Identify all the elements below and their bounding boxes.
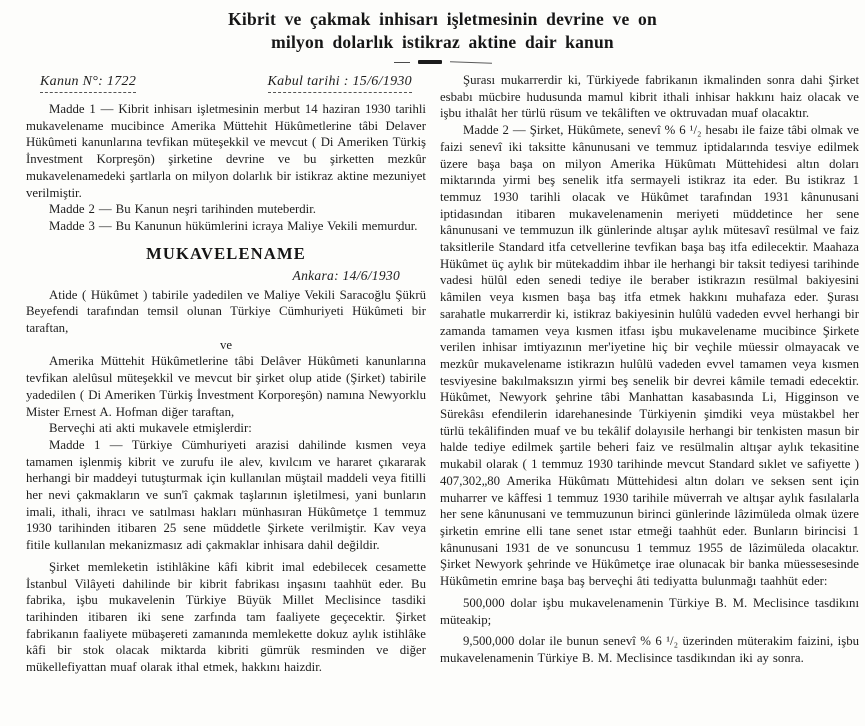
contract-dateline: Ankara: 14/6/1930 <box>292 267 400 283</box>
right-column <box>440 72 859 667</box>
divider-long-dash <box>449 61 491 63</box>
two-column-body <box>26 72 859 676</box>
contract-party-company: Amerika Müttehit Hükûmetlerine tâbi Delâver Hükûmeti kanunlarına tevfikan alelûsul müteşekkil ve mevcut bir şirket olup atide (Şirket) tabirile yadedilen ( Di Ameriken Türkiş İnvestment Korporeşön) namına Newyorklu Mister Ernest A. Hofman diğer taraftan, <box>26 354 426 419</box>
law-number: Kanun N°: 1722 <box>40 74 136 93</box>
law-date: Kabul tarihi : 15/6/1930 <box>268 74 413 93</box>
contract-heading: MUKAVELENAME <box>146 243 306 263</box>
contract-party-government: Atide ( Hükûmet ) tabirile yadedilen ve Maliye Vekili Saracoğlu Şükrü Beyefendi tarafından temsil olunan Türkiye Cümhuriyeti Hükûmeti bir taraftan, <box>26 287 426 336</box>
title-line-1: Kibrit ve çakmak inhisarı işletmesinin devrine ve on <box>228 9 657 29</box>
law-article-3: Madde 3 — Bu Kanunun hükümlerini icraya Maliye Vekili memurdur. <box>49 218 418 233</box>
title-divider <box>26 56 859 68</box>
contract-preamble: Berveçhi ati akti mukavele etmişlerdir: <box>49 421 252 436</box>
left-column <box>26 72 426 676</box>
law-article-1: Madde 1 — Kibrit inhisarı işletmesinin merbut 14 haziran 1930 tarihli mukavelename mucibince Amerika Müttehit Hükûmetlerine tâbi Delaver Hükûmeti kanunlarına tevfikan müteşekkil ve mevcut ( Di Ameriken Türkiş İnvestment Korpreşön) şirketine devrine ve bu şirketten mezkûr mukavelenamedeki şartlarla on milyon dolarlık bir istikraz aktine mezuniyet verilmiştir. <box>26 102 426 200</box>
title-line-2: milyon dolarlık istikraz aktine dair kanun <box>271 32 614 52</box>
law-article-2: Madde 2 — Bu Kanun neşri tarihinden muteberdir. <box>49 202 316 217</box>
conjunction-ve: ve <box>219 337 233 352</box>
contract-article-2: Madde 2 — Şirket, Hükûmete, senevî % 6 ¹/₂ hesabı ile faize tâbi olmak ve faizi senevî iki taksitte kânunusani ve temmuz iptidalarında tesviye edilmek üzere başa başa on milyon Amerika Hükûmatı Müttehidesi altın doları miktarında yirmi beş senelik itfa sermayeli istikraz ita eder. Bu istikraz 1 temmuz 1930 tarihli olacak ve Hükûmet tarafından 1931 kânunusani iptidasından itibaren mukavelenamenin meriyeti müddetince her sene kânunusani ve temmuzun ilk günlerinde altışar aylık mütesavî resülmal ve faiz taksitlerile Standard itfa cetvellerine tevfikan başa baş itfa edilecektir. Maahaza Hükûmet üç aylık bir mütekaddim ihbar ile herhangi bir taksit tediyesi tarihinde vadesi hülûl eden senedi tediye ile beraber istikrazın resülmal bakiyesini kâmilen veya kısmen başa baş itfa etmek hakkını muhafaza eder. Şurası sarahatle mukarrerdir ki, istikraz bakiyesinin hulûlü vadeden evvel herhangi bir zamanda tamamen veya kısmen itfası işbu mukavelename mucibince Şirkete verilen inhisar imtiyazının mer'iyetine hiç bir veçhile müessir olmayacak ve mezkûr mukavelename istikrazın hulûlü vadeden evvel tamamen veya kısmen tesviyesine bakılmaksızın yirmi beş senelik bir devrei kâmile temadi edecektir. Hükûmet, Newyork şehrine tâbi Manhattan kasabasında Li, Higginson ve Sürekâsı efendilerin idarehanesinde Türkiyenin şimdiki veya müstakbel her türlü tekâlifinden muaf ve bu tekâlif dolayısile herhangi bir tenkisten masun bir halde tediye edilmek şartile beheri faiz ve resülmalin altışar aylık tekasitine mukabil olarak ( 1 temmuz 1930 tarihinde mevcut Standard sıklet ve safiyette ) 407,302„80 Amerika Hükûmatı Müttehidesi altın doları ve seksen sent için muharrer ve kâffesi 1 temmuz 1930 tarihile müverrah ve altışar aylık fasılalarla her sene kânunusani ve temmuzunun birinci günlerinde lâzimüleda olmak üzere şirketin emrine elli tane senet ıstar etmeği taahhüt eder. Bunların birincisi 1 kânunusani 1931 de ve sonuncusu 1 temmuz 1955 de lâzimüleda olacaktır. Şirket Newyork şehrinde ve Hükûmetçe irae olunacak bir banka müessesesinde Hükûmetin emrine başa baş berveçhi âti tediyatta bulunmağı taahhüt eder: <box>440 123 859 589</box>
payment-item-1: 500,000 dolar işbu mukavelenamenin Türkiye B. M. Meclisince tasdikını müteakip; <box>440 595 859 627</box>
payment-item-2: 9,500,000 dolar ile bunun senevî % 6 ¹/₂ üzerinden müterakim faizini, işbu mukavelenamenin Türkiye B. M. Meclisince tasdikından iki ay sonra. <box>440 634 859 665</box>
contract-article-1: Madde 1 — Türkiye Cümhuriyeti arazisi dahilinde kısmen veya tamamen işlenmiş kibrit ve zurufu ile alev, kıvılcım ve hararet çıkararak herhangi bir maddeyi tutuşturmak için kullanılan müştail maddeli veya fitilli her nevi çakmakların ve sun'î çakmak taşlarının işletilmesi, yani bunların imali, ithali, ihracı ve satılması hakları münhasıran Hükûmetçe 1 temmuz 1930 tarihinden itibaren 25 sene müddetle Şirkete verilmiştir. Kav veya fitile kullanılan mekanizmasız adi çakmaklar inhisara dahil değildir. <box>26 437 426 553</box>
divider-thin-dash <box>394 62 410 63</box>
contract-article-1-factory: Şirket memleketin istihlâkine kâfi kibrit imal edebilecek cesamette İstanbul Vilâyeti dahilinde bir kibrit fabrikası inşasını taahhüt eder. Bu fabrika, işbu mukavelenin Türkiye Büyük Millet Meclisince tasdiki tarihinden itibaren iki sene zarfında tam faaliyete geçecektir. Şirket fabrikanın faaliyete mübaşereti zamanında memlekette dokuz aylık istihlâke kâfi bir stok olacak miktarda kibriti gümrük resminden ve diğer mükellefiyattan muaf olarak ithal etmek, hakkını haizdir. <box>26 559 426 675</box>
contract-import-clause: Şurası mukarrerdir ki, Türkiyede fabrikanın ikmalinden sonra dahi Şirket esbabı mücbire hudusunda mamul kibrit ithali inhisar hakkını haiz olacak ve işbu ithalât her türlü rüsum ve tekâliften ve oktruvadan muaf olacaktır. <box>440 73 859 121</box>
document-title <box>26 8 859 54</box>
divider-thick-dash <box>418 60 442 64</box>
law-header <box>26 72 426 93</box>
